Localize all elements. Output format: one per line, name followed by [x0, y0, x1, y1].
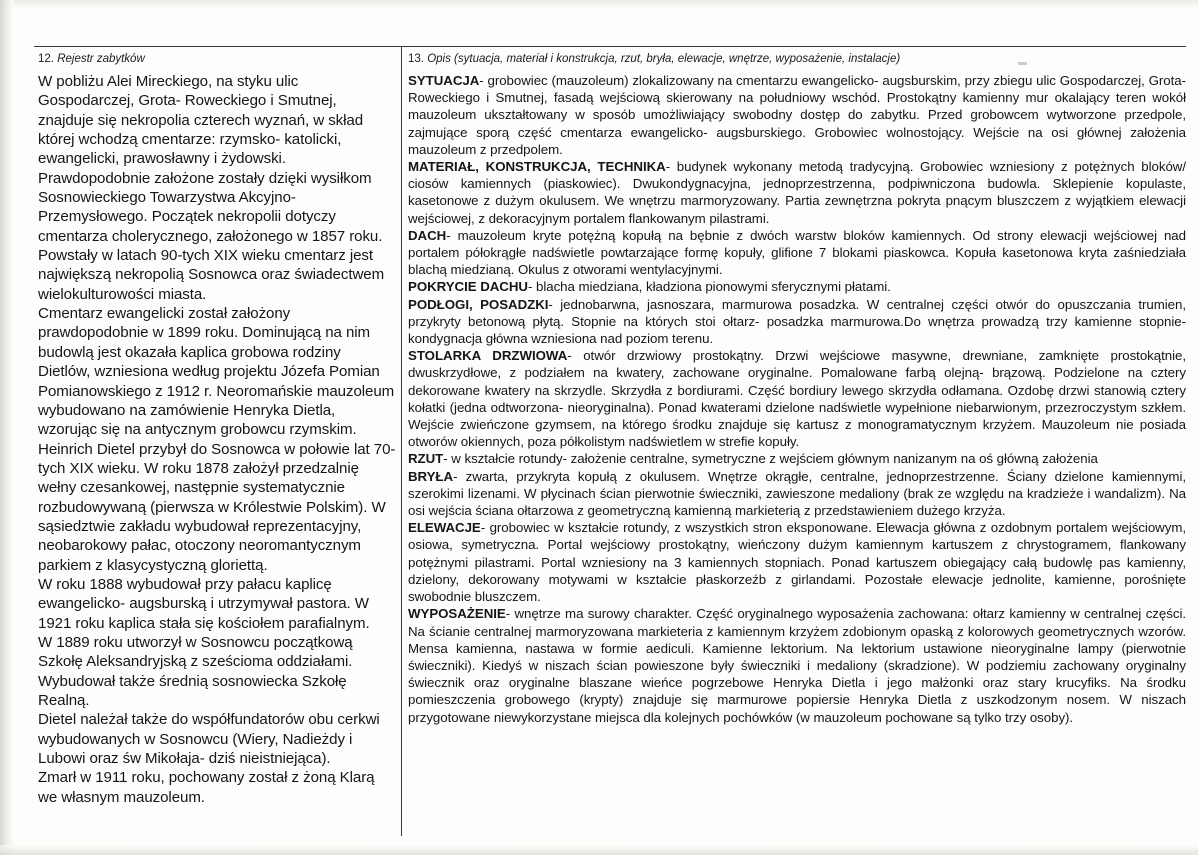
section-text: - mauzoleum kryte potężną kopułą na bębnie z dwóch warstw bloków kamiennych. Od strony elewacji wejściowej nad portalem półokrągłe nadświetle powtarzające formę kopuły, glifione 7 blokami piaskowca. Kopuła kasetonowa kryta zaśniedziała blachą miedzianą. Okulus z otworami wentylacyjnymi. — [408, 227, 1186, 278]
field-13-label — [408, 52, 1186, 67]
paragraph: Cmentarz ewangelicki został założony prawdopodobnie w 1899 roku. Dominującą na nim budowlą jest okazała kaplica grobowa rodziny Dietlów, wzniesiona według projektu Józefa Pomian Pomianowskiego z 1912 r. Neoromańskie mauzoleum wybudowano na zamówienie Henryka Dietla, wzorując się na antycznym grobowcu rzymskim. — [38, 305, 395, 439]
section-text: - otwór drzwiowy prostokątny. Drzwi wejściowe masywne, drewniane, zamknięte prostokątnie, dwuskrzydłowe, z podziałem na kwatery, zachowane oryginalne. Pomalowane farbą olejną- brązową. Podzielone na cztery dekorowane kwatery na skrzydle. Skrzydła z bordiurami. Część bordiury lewego skrzydła odłamana. Ozdobę drzwi stanowią cztery kołatki (jedna odtworzona- nieoryginalna). Ponad kwaterami dzielone nadświetle wypełnione niebarwionym, przezroczystym szkłem. Wejście zwieńczone gzymsem, na którego środku znajduje się kartusz z monogramatycznym krzyżem. Mauzoleum nie posiada otworów okiennych, poza półkolistym nadświetlem w strefie kopuły. — [408, 348, 1186, 450]
paragraph: Zmarł w 1911 roku, pochowany został z żoną Klarą we własnym mauzoleum. — [38, 769, 375, 806]
column-divider-rule — [401, 46, 402, 836]
table-top-rule — [34, 46, 1186, 47]
section-keyword: STOLARKA DRZWIOWA — [408, 348, 568, 364]
scan-edge-left — [0, 0, 14, 855]
section-text: - grobowiec (mauzoleum) zlokalizowany na cmentarzu ewangelicko- augsburskim, przy zbiegu ulic Gospodarczej, Grota- Roweckiego i Smutnej, fasadą wejściową skierowany na południowy wschód. Prostokątny kamienny mur okalający teren wokół mauzoleum ukształtowany w sposób umożliwiający swobodny dostęp do zabytku. Przed grobowcem wytworzone przedpole, zajmujące sporą część cmentarza ewangelicko- augsburskiego. Grobowiec wolnostojący. Wejście na osi głównej założenia mauzoleum z przedpolem. — [408, 73, 1186, 157]
description-section — [408, 72, 1186, 158]
description-section — [408, 450, 1186, 467]
section-keyword: WYPOSAŻENIE — [408, 606, 506, 622]
paragraph: W pobliżu Alei Mireckiego, na styku ulic Gospodarczej, Grota- Roweckiego i Smutnej, znajduje się nekropolia czterech wyznań, w skład której wchodzą cmentarze: rzymsko- katolicki, ewangelicki, prawosławny i żydowski. Prawdopodobnie założone zostały dzięki wysiłkom Sosnowieckiego Towarzystwa Akcyjno- Przemysłowego. Początek nekropolii dotyczy cmentarza cholerycznego, założonego w 1857 roku. Powstały w latach 90-tych XIX wieku cmentarz jest największą nekropolią Sosnowca oraz świadectwem wielokulturowości miasta. — [38, 73, 385, 303]
section-text: - budynek wykonany metodą tradycyjną. Grobowiec wzniesiony z potężnych bloków/ ciosów kamiennych (piaskowiec). Dwukondygnacyjna, jednoprzestrzenna, podpiwniczona budowla. Sklepienie kopulaste, kasetonowe z dużym okulusem. We wnętrzu marmoryzowany. Partia zewnętrzna pokryta pnącym bluszczem z wyjątkiem elewacji wejściowej, z dekoracyjnym portalem flankowanym pilastrami. — [408, 159, 1186, 226]
section-text: - grobowiec w kształcie rotundy, z wszystkich stron eksponowane. Elewacja główna z ozdobnym portalem wejściowym, osiowa, symetryczna. Portal wejściowy prostokątny, wieńczony dużym kamiennym kartuszem z chrystogramem, flankowany potężnymi pilastrami. Portal wzniesiony na 3 kamiennych stopniach. Ponad kartuszem obiegający całą budowlę pas kamienny, dzielony, dekorowany motywami w kształcie płaskorzeźb z girlandami. Pozostałe elewacje jednolite, kamienne, porośnięte swobodnie bluszczem. — [408, 520, 1186, 605]
section-text: - jednobarwna, jasnoszara, marmurowa posadzka. W centralnej części otwór do opuszczania trumien, przykryty betonową płytą. Stopnie na których stoi ołtarz- posadzka marmurowa.Do wnętrza prowadzą trzy kamienne stopnie- kondygnacja główna wzniesiona nad poziom terenu. — [408, 296, 1186, 347]
field-13-body — [408, 72, 1186, 726]
scan-edge-top — [0, 0, 1198, 8]
section-text: - blacha miedziana, kładziona pionowymi sferycznymi płatami. — [527, 279, 891, 295]
field-12-number: 12. — [38, 53, 54, 65]
description-section — [408, 519, 1186, 605]
paragraph: W 1889 roku utworzył w Sosnowcu początkową Szkołę Aleksandryjską z sześcioma oddziałami. Wybudował także średnią sosnowiecka Szkołę Realną. — [38, 633, 353, 709]
description-section — [408, 347, 1186, 450]
description-section — [408, 468, 1186, 520]
field-12-body — [38, 72, 396, 807]
section-text: - wnętrze ma surowy charakter. Część oryginalnego wyposażenia zachowana: ołtarz kamienny w centralnej części. Na ścianie centralnej marmoryzowana markieteria z kamiennym krzyżem zdobionym opaską z kolorowych geometrycznych wzorów. Mensa kamienna, nastawa w formie aediculi. Kamienne lektorium. Na lektorium ustawione nieoryginalne lampy (pierwotnie świeczniki). Kiedyś w niszach ścian powieszone były świeczniki i medaliony (skradzione). W podziemiu zachowany oryginalny świecznik oraz oryginalne blaszane wieńce pogrzebowe Henryka Dietla i jego małżonki oraz stary krucyfiks. Na środku pomieszczenia grobowego (krypty) znajduje się marmurowe popiersie Henryka Dietla z uszkodzonym nosem. W niszach przygotowane niewykorzystane miejsca dla kolejnych pochówków (w mauzoleum pochowane są tylko trzy osoby). — [408, 606, 1186, 725]
section-keyword: DACH — [408, 227, 447, 243]
section-keyword: RZUT — [408, 451, 444, 467]
field-13-column — [408, 52, 1186, 726]
field-12-caption: Rejestr zabytków — [57, 53, 145, 65]
section-text: - w kształcie rotundy- założenie centralne, symetryczne z wejściem głównym nanizanym na oś główną założenia — [443, 451, 1098, 467]
paragraph: Dietel należał także do współfundatorów obu cerkwi wybudowanych w Sosnowcu (Wiery, Nadieżdy i Lubowi oraz św Mikołaja- dziś nieistniejąca). — [38, 711, 380, 768]
description-section — [408, 296, 1186, 348]
field-13-number: 13. — [408, 53, 424, 65]
scan-edge-bottom — [0, 845, 1198, 855]
section-keyword: PODŁOGI, POSADZKI — [408, 296, 549, 312]
paragraph: W roku 1888 wybudował przy pałacu kaplicę ewangelicko- augsburską i utrzymywał pastora. W 1921 roku kaplica stała się kościołem parafialnym. — [38, 575, 370, 632]
section-keyword: SYTUACJA — [408, 73, 480, 88]
description-section — [408, 278, 1186, 295]
section-keyword: MATERIAŁ, KONSTRUKCJA, TECHNIKA — [408, 159, 666, 175]
description-section — [408, 227, 1186, 279]
field-12-label — [38, 52, 396, 67]
field-12-column — [38, 52, 396, 807]
section-keyword: ELEWACJE — [408, 520, 481, 536]
section-text: - zwarta, przykryta kopułą z okulusem. Wnętrze okrągłe, centralne, jednoprzestrzenne. Ściany dzielone kamiennymi, szerokimi lizenami. W płycinach ścian pierwotnie świeczniki, zawieszone medaliony (brak ze względu na kradzieże i wandalizm). Na osi wejścia ściana ołtarzowa z geometryczną kamienną markieterią z przedstawieniem dużego krzyża. — [408, 468, 1186, 519]
description-section — [408, 605, 1186, 725]
description-section — [408, 158, 1186, 227]
section-keyword: BRYŁA — [408, 468, 454, 484]
paragraph: Heinrich Dietel przybył do Sosnowca w połowie lat 70-tych XIX wieku. W roku 1878 założył przedzalnię wełny czesankowej, następnie systematycznie rozbudowywaną (pierwsza w Królestwie Polskim). W sąsiedztwie zakładu wybudował reprezentacyjny, neobarokowy pałac, otoczony neoromantycznym parkiem z klasycystyczną gloriettą. — [38, 440, 396, 574]
section-keyword: POKRYCIE DACHU — [408, 279, 528, 295]
field-13-caption: Opis (sytuacja, materiał i konstrukcja, rzut, bryła, elewacje, wnętrze, wyposażenie, instalacje) — [427, 53, 901, 65]
